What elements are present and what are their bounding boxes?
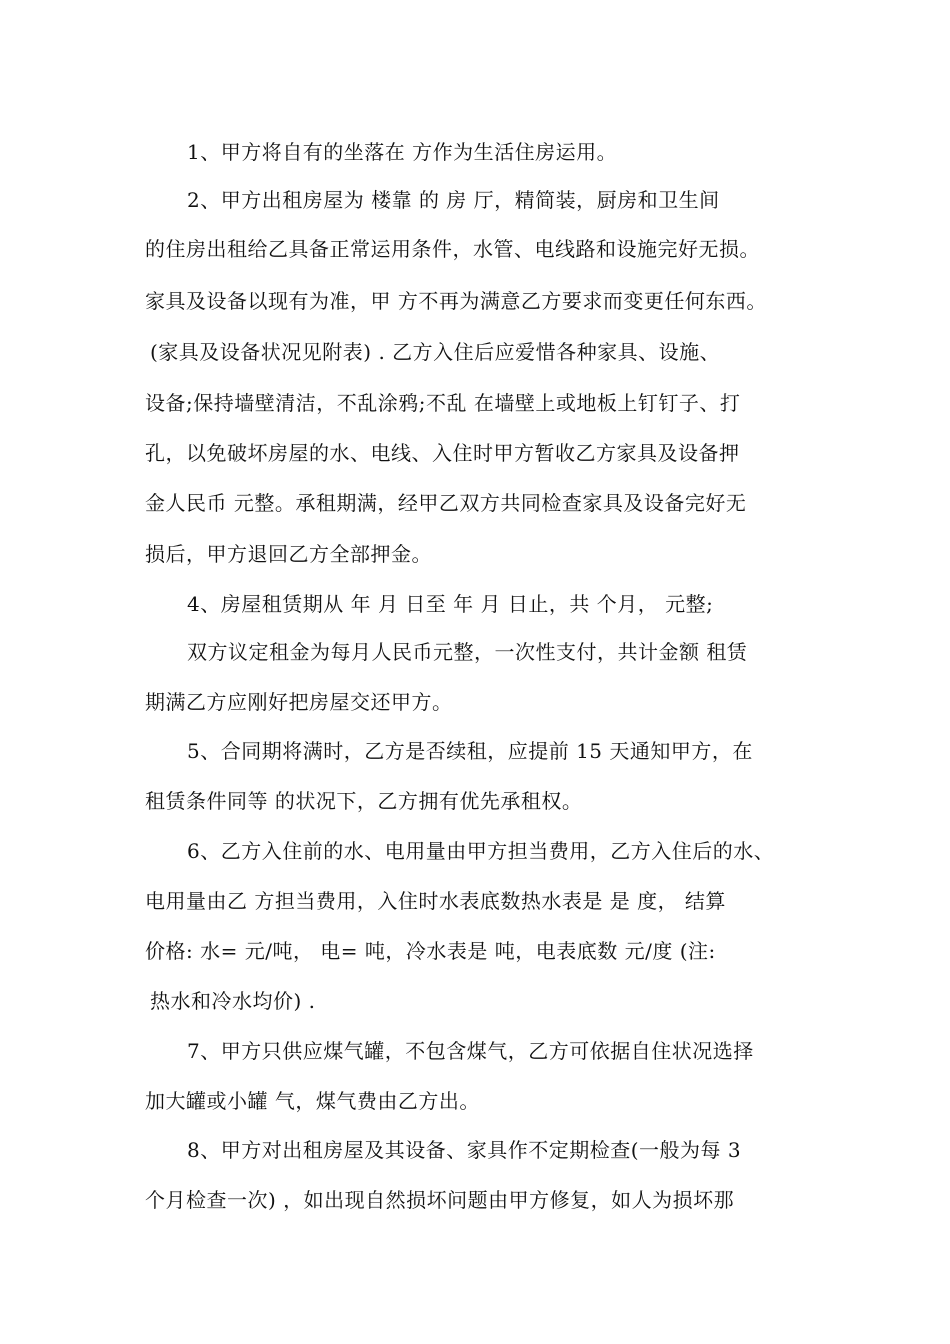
clause-2-line-5: 设备;保持墙壁清洁，不乱涂鸦;不乱 在墙壁上或地板上钉钉子、打	[145, 391, 741, 415]
clause-6-line-4: 热水和冷水均价) .	[150, 989, 316, 1013]
clause-2-line-2: 的住房出租给乙具备正常运用条件，水管、电线路和设施完好无损。	[145, 237, 760, 261]
clause-2-line-3: 家具及设备以现有为准，甲 方不再为满意乙方要求而变更任何东西。	[145, 289, 767, 313]
clause-7-line-1: 7、甲方只供应煤气罐，不包含煤气，乙方可依据自住状况选择	[187, 1039, 754, 1063]
clause-7-line-2: 加大罐或小罐 气，煤气费由乙方出。	[145, 1089, 480, 1113]
clause-5-line-2: 租赁条件同等 的状况下，乙方拥有优先承租权。	[145, 789, 583, 813]
clause-6-line-2: 电用量由乙 方担当费用，入住时水表底数热水表是 是 度， 结算	[145, 889, 726, 913]
clause-2-line-1: 2、甲方出租房屋为 楼靠 的 房 厅，精简装，厨房和卫生间	[187, 188, 720, 212]
clause-2-line-6: 孔，以免破坏房屋的水、电线、入住时甲方暂收乙方家具及设备押	[145, 441, 740, 465]
clause-6-line-3: 价格: 水= 元/吨， 电= 吨，冷水表是 吨，电表底数 元/度 (注:	[145, 939, 716, 963]
clause-2-line-4: (家具及设备状况见附表) . 乙方入住后应爱惜各种家具、设施、	[150, 340, 721, 364]
clause-8-line-1: 8、甲方对出租房屋及其设备、家具作不定期检查(一般为每 3	[187, 1138, 742, 1162]
clause-1-line-1: 1、甲方将自有的坐落在 方作为生活住房运用。	[187, 140, 618, 164]
clause-4-line-2: 双方议定租金为每月人民币元整，一次性支付，共计金额 租赁	[187, 640, 748, 664]
clause-4-line-1: 4、房屋租赁期从 年 月 日至 年 月 日止，共 个月， 元整;	[187, 592, 714, 616]
clause-2-line-8: 损后，甲方退回乙方全部押金。	[145, 542, 432, 566]
clause-4-line-3: 期满乙方应刚好把房屋交还甲方。	[145, 690, 453, 714]
clause-6-line-1: 6、乙方入住前的水、电用量由甲方担当费用，乙方入住后的水、	[187, 839, 775, 863]
clause-2-line-7: 金人民币 元整。承租期满，经甲乙双方共同检查家具及设备完好无	[145, 491, 747, 515]
clause-8-line-2: 个月检查一次) ，如出现自然损坏问题由甲方修复，如人为损坏那	[145, 1188, 735, 1212]
clause-5-line-1: 5、合同期将满时，乙方是否续租，应提前 15 天通知甲方，在	[187, 739, 753, 763]
